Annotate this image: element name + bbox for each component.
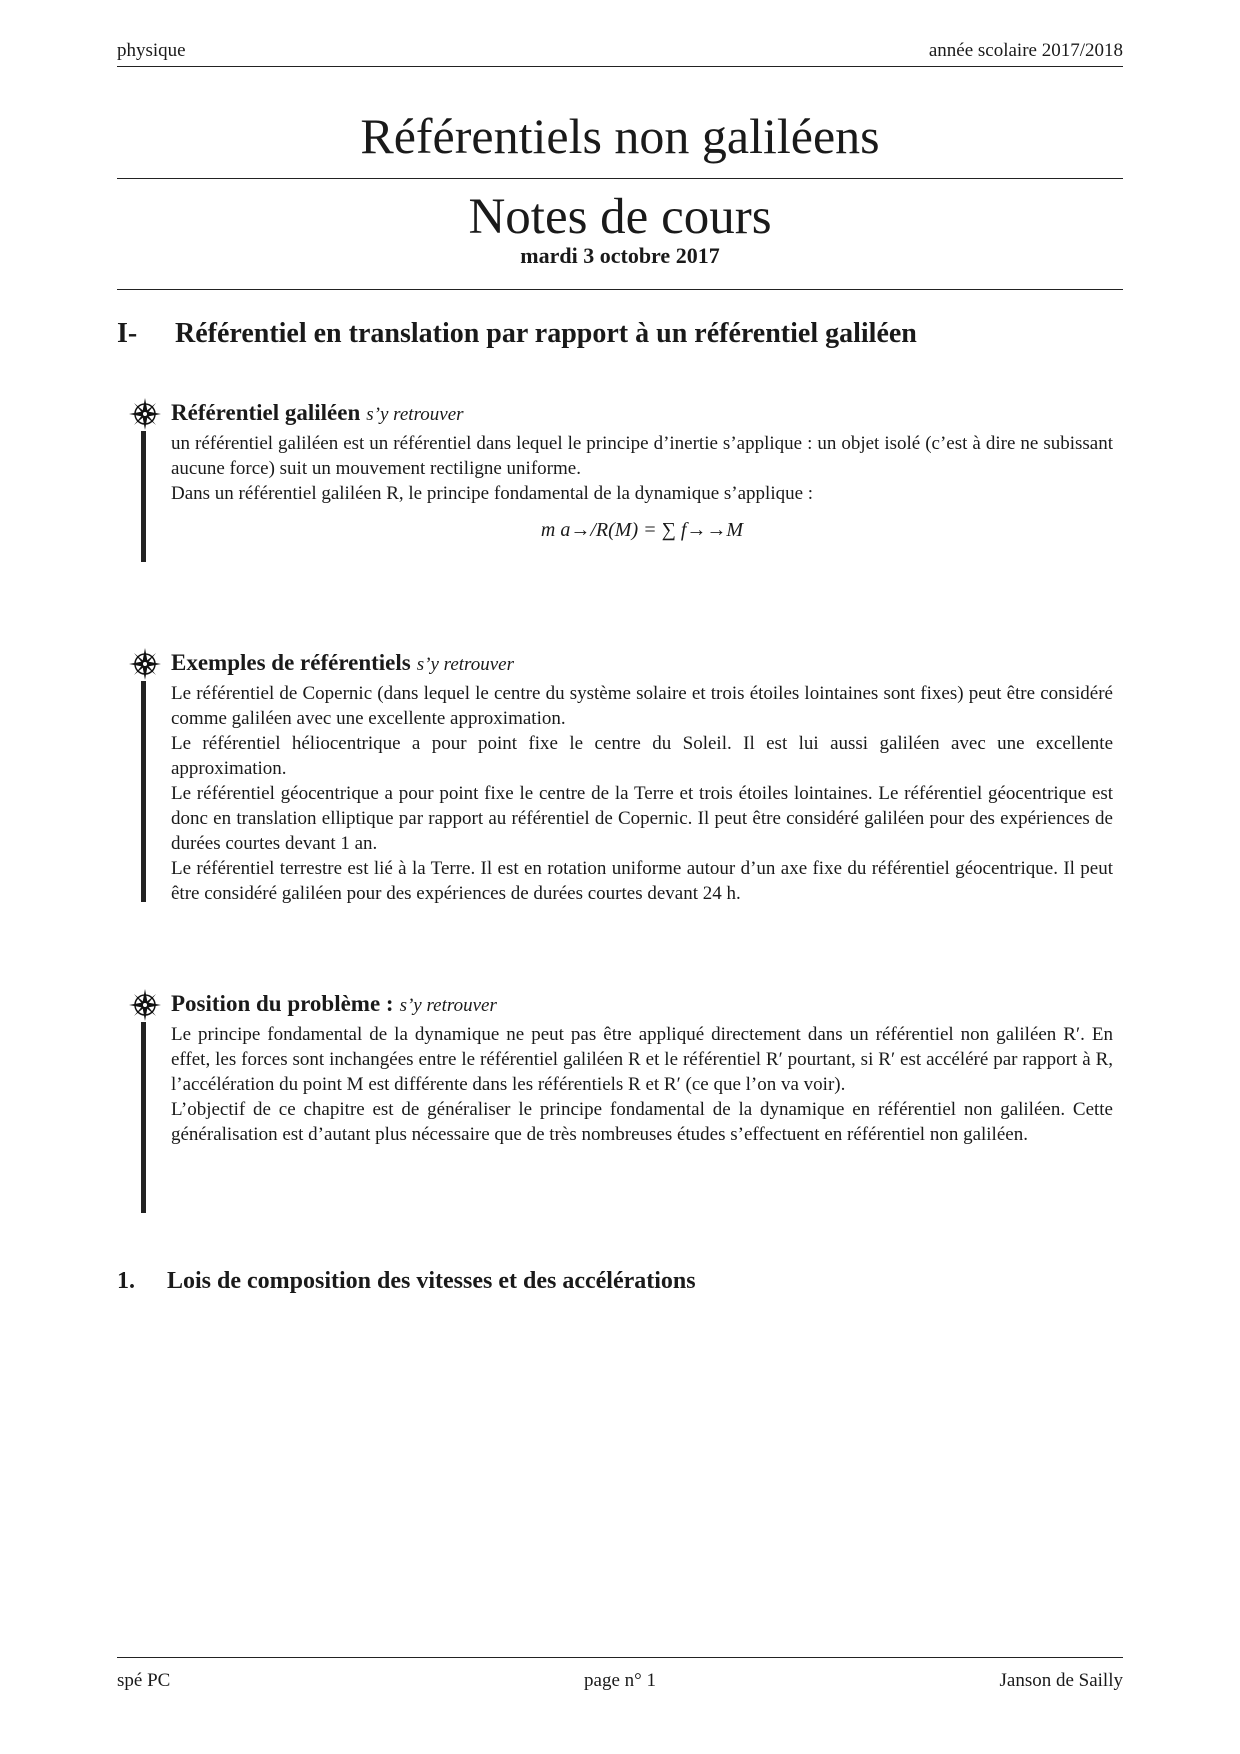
- box-paragraph: Dans un référentiel galiléen R, le principe fondamental de la dynamique s’applique :: [171, 483, 814, 504]
- box-side-bar: [141, 681, 146, 902]
- box-position-probleme: [128, 988, 1113, 1213]
- section-number: I-: [117, 318, 138, 349]
- box-title: Position du problème :: [171, 991, 394, 1016]
- box-title: Référentiel galiléen: [171, 400, 361, 425]
- box-paragraph: L’objectif de ce chapitre est de généraliser le principe fondamental de la dynamique en référentiel non galiléen. Cette généralisation est d’autant plus nécessaire que de très nombreuses études s’effectuent en référentiel non galiléen.: [171, 1099, 1113, 1145]
- section-title: Référentiel en translation par rapport à un référentiel galiléen: [175, 318, 917, 349]
- box-body: [171, 431, 1113, 543]
- page-header: [117, 40, 1123, 67]
- subsection-heading: [117, 1268, 1123, 1295]
- subsection-title: Lois de composition des vitesses et des accélérations: [167, 1268, 696, 1294]
- section-heading: [117, 318, 1123, 350]
- date-divider: [117, 289, 1123, 290]
- pfd-formula: m a→/R(M) = ∑ f→→M: [540, 519, 744, 541]
- header-subject: physique: [117, 40, 186, 61]
- box-tag: s’y retrouver: [416, 654, 514, 675]
- header-school-year: année scolaire 2017/2018: [928, 40, 1123, 61]
- box-side-bar: [141, 1022, 146, 1213]
- box-exemples-referentiels: [128, 647, 1113, 902]
- box-title: Exemples de référentiels: [171, 650, 411, 675]
- footer-page-number: page n° 1: [584, 1670, 656, 1691]
- document-title: Référentiels non galiléens: [360, 108, 880, 164]
- box-paragraph: un référentiel galiléen est un référentiel dans lequel le principe d’inertie s’applique : un objet isolé (c’est à dire ne subissant aucune force) suit un mouvement rectiligne uniforme.: [171, 433, 1113, 479]
- document-subtitle: Notes de cours: [468, 189, 772, 245]
- page-footer: [117, 1657, 1123, 1698]
- box-tag: s’y retrouver: [366, 404, 464, 425]
- compass-rose-icon: [128, 397, 162, 431]
- footer-class: spé PC: [117, 1670, 171, 1691]
- box-paragraph: Le référentiel géocentrique a pour point fixe le centre de la Terre et trois étoiles lointaines. Le référentiel géocentrique est donc en translation elliptique par rapport au référentiel de Copernic. Il peut être considéré galiléen pour des expériences de durées courtes devant 1 an.: [171, 783, 1113, 854]
- compass-rose-icon: [128, 647, 162, 681]
- document-date: mardi 3 octobre 2017: [520, 243, 720, 268]
- box-tag: s’y retrouver: [399, 995, 497, 1016]
- box-body: [171, 1022, 1113, 1147]
- footer-school: Janson de Sailly: [999, 1670, 1123, 1691]
- subsection-number: 1.: [117, 1268, 135, 1294]
- box-heading: [171, 647, 514, 681]
- box-paragraph: Le référentiel de Copernic (dans lequel le centre du système solaire et trois étoiles lointaines sont fixes) peut être considéré comme galiléen avec une excellente approximation.: [171, 683, 1113, 729]
- box-paragraph: Le référentiel héliocentrique a pour point fixe le centre du Soleil. Il est lui aussi galiléen avec une excellente approximation.: [171, 733, 1113, 779]
- box-heading: [171, 988, 497, 1022]
- compass-rose-icon: [128, 988, 162, 1022]
- box-paragraph: Le principe fondamental de la dynamique ne peut pas être appliqué directement dans un référentiel non galiléen R′. En effet, les forces sont inchangées entre le référentiel galiléen R et le référentiel R′ pourtant, si R′ est accéléré par rapport à R, l’accélération du point M est différente dans les référentiels R et R′ (ce que l’on va voir).: [171, 1024, 1113, 1095]
- box-body: [171, 681, 1113, 906]
- box-heading: [171, 397, 464, 431]
- box-referentiel-galileen: [128, 397, 1113, 562]
- box-side-bar: [141, 431, 146, 562]
- title-divider: [117, 178, 1123, 179]
- box-paragraph: Le référentiel terrestre est lié à la Terre. Il est en rotation uniforme autour d’un axe fixe du référentiel géocentrique. Il peut être considéré galiléen pour des expériences de durées courtes devant 24 h.: [171, 858, 1113, 904]
